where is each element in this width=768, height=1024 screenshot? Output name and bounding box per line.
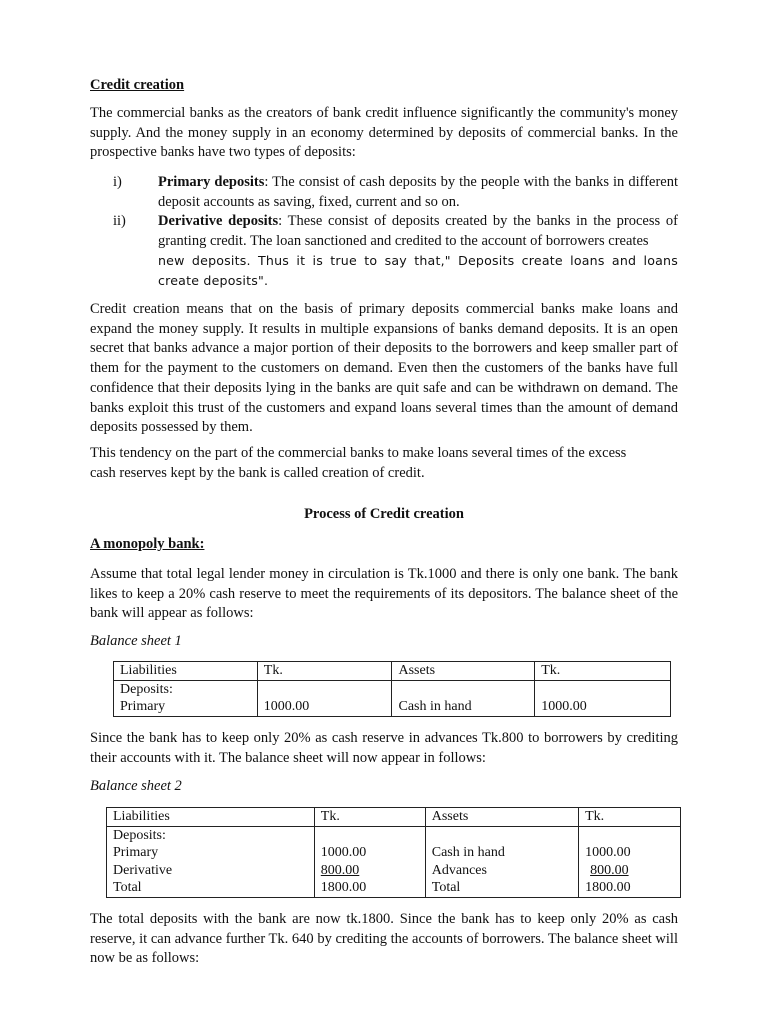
balance-sheet-2-caption: Balance sheet 2 (90, 778, 182, 794)
primary-label: Primary (113, 845, 159, 860)
header-liabilities: Liabilities (114, 662, 258, 681)
header-tk-assets: Tk. (535, 662, 671, 681)
credit-creation-text: Credit creation means that on the basis of primary deposits commercial banks make loans and expand the money supply. It results in multiple expansions of banks demand deposits. It is an open secret that banks advance a major portion of their deposits to the borrowers and keep smaller part of them for the payment to the customers on demand. Even then the customers of the banks have full confidence that their deposits lying in the banks are quit safe and can be withdrawn on demand. The banks exploit this trust of the customers and expand loans several times than the amount of demand deposits possessed by them. (90, 301, 678, 436)
advances-label: Advances (431, 862, 487, 878)
total-label: Total (113, 880, 142, 895)
header-tk-liabilities: Tk. (257, 662, 392, 681)
table-header-row (114, 662, 671, 681)
tendency-paragraph (90, 444, 678, 483)
derivative-deposits-continuation: new deposits. Thus it is true to say that," Deposits create loans and loans create deposits". (158, 253, 678, 289)
primary-deposits-definition: : The consist of cash deposits by the people with the banks in different deposit accounts as saving, fixed, current and so on. (158, 174, 679, 210)
term-primary-deposits: Primary deposits (158, 174, 265, 190)
cash-label: Cash in hand (431, 845, 505, 860)
liabilities-value-cell (257, 680, 392, 716)
header-liabilities: Liabilities (107, 808, 315, 827)
advances-value: 800.00 (590, 862, 629, 878)
list-text (158, 212, 678, 291)
liabilities-value-cell (314, 826, 425, 897)
monopoly-heading: A monopoly bank: (90, 536, 205, 552)
since-text: Since the bank has to keep only 20% as cash reserve in advances Tk.800 to borrowers by crediting their accounts with it. The balance sheet will now appear in follows: (90, 730, 678, 766)
table-header-row (107, 808, 681, 827)
table-row (114, 680, 671, 716)
deposits-label: Deposits: (120, 681, 173, 697)
assets-value-cell (535, 680, 671, 716)
assets-value-cell (579, 826, 681, 897)
balance-sheet-1-table (113, 661, 671, 717)
liabilities-cell (107, 826, 315, 897)
credit-creation-paragraph (90, 300, 678, 438)
header-assets: Assets (392, 662, 535, 681)
derivative-label: Derivative (113, 862, 173, 878)
liabilities-cell (114, 680, 258, 716)
since-paragraph (90, 729, 678, 768)
list-number: ii) (113, 213, 126, 229)
assets-cell (392, 680, 535, 716)
header-tk-liabilities: Tk. (314, 808, 425, 827)
assets-total-value: 1800.00 (585, 880, 631, 895)
table-row (107, 826, 681, 897)
primary-value: 1000.00 (320, 845, 367, 860)
intro-text: The commercial banks as the creators of bank credit influence significantly the community's money supply. And the money supply in an economy determined by deposits of commercial banks. In the prospective banks have two types of deposits: (90, 105, 678, 161)
total-deposits-paragraph (90, 910, 678, 969)
total-deposits-text: The total deposits with the bank are now tk.1800. Since the bank has to keep only 20% as cash reserve, it can advance further Tk. 640 by crediting the accounts of borrowers. The balance sheet will now be as follows: (90, 911, 678, 967)
primary-value: 1000.00 (263, 699, 310, 714)
list-number: i) (113, 174, 122, 190)
assume-paragraph (90, 565, 678, 624)
balance-sheet-2-table (106, 807, 681, 898)
term-derivative-deposits: Derivative deposits (158, 213, 279, 229)
derivative-deposits-definition: : These consist of deposits created by the banks in the process of granting credit. The loan sanctioned and credited to the account of borrowers creates (158, 213, 678, 249)
process-title: Process of Credit creation (304, 506, 464, 522)
balance-sheet-1-caption: Balance sheet 1 (90, 633, 182, 649)
primary-label: Primary (120, 699, 166, 714)
header-assets: Assets (425, 808, 578, 827)
deposits-label: Deposits: (113, 827, 166, 843)
cash-label: Cash in hand (398, 699, 472, 714)
header-tk-assets: Tk. (579, 808, 681, 827)
cash-value: 1000.00 (541, 699, 587, 714)
cash-value: 1000.00 (585, 845, 631, 860)
section-title: Credit creation (90, 77, 185, 93)
assume-text: Assume that total legal lender money in circulation is Tk.1000 and there is only one bank. The bank likes to keep a 20% cash reserve to meet the requirements of its depositors. The balance sheet of the bank will appear as follows: (90, 566, 678, 622)
total-value: 1800.00 (320, 880, 367, 895)
intro-paragraph (90, 104, 678, 163)
tendency-line-2: cash reserves kept by the bank is called creation of credit. (90, 464, 425, 481)
assets-total-label: Total (431, 880, 461, 895)
derivative-value: 800.00 (320, 862, 360, 878)
assets-cell (425, 826, 578, 897)
tendency-line-1: This tendency on the part of the commercial banks to make loans several times of the excess (90, 445, 627, 461)
list-text (158, 173, 678, 212)
